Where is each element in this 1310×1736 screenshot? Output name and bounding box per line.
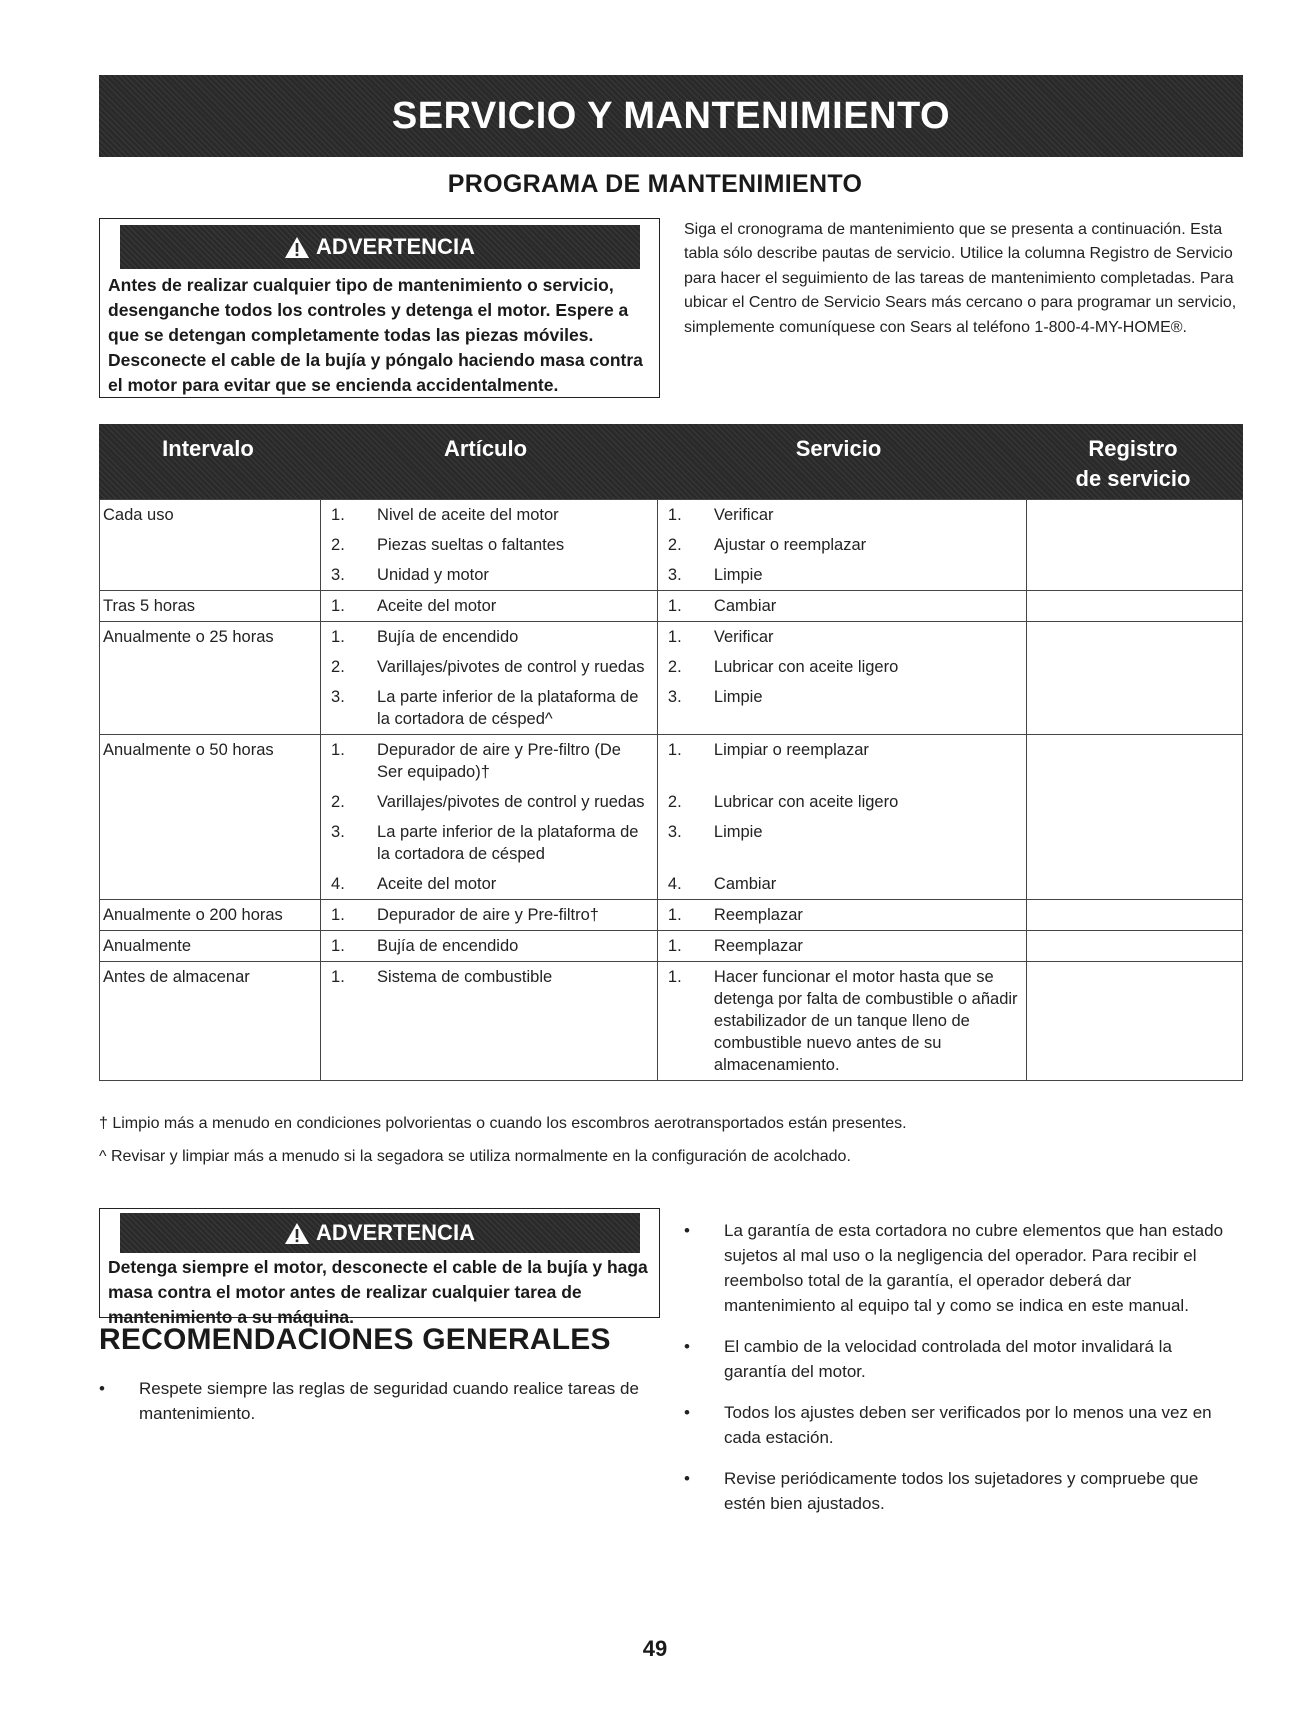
warning-title-1: ADVERTENCIA [316,234,475,259]
registro-cell[interactable] [1026,900,1242,931]
item-number: 1. [331,628,345,646]
item-number: 3. [331,566,345,584]
item-text: La parte inferior de la plataforma de la cortadora de césped [377,823,639,863]
articulo-item [321,787,657,817]
item-text: Lubricar con aceite ligero [713,658,899,676]
item-text: Depurador de aire y Pre-filtro† [377,906,599,924]
articulo-item [321,869,657,899]
warning-triangle-icon [284,1222,310,1245]
recommendations-title: RECOMENDACIONES GENERALES [99,1323,611,1356]
articulo-item [321,682,657,734]
table-row [100,591,1243,622]
col-header-registro: Registro [1088,436,1178,461]
item-number: 1. [667,597,682,615]
item-number: 1. [667,741,682,759]
item-text: Verificar [713,506,774,524]
articulo-item [321,530,657,560]
item-number: 1. [667,506,682,524]
servicio-item [658,560,1026,590]
registro-cell[interactable] [1026,735,1242,900]
servicio-item [658,869,1026,899]
item-number: 3. [667,823,682,841]
table-row [100,900,1243,931]
item-text: Reemplazar [713,906,803,924]
bullet-text: Revise periódicamente todos los sujetadores y compruebe que estén bien ajustados. [724,1469,1199,1513]
servicio-item [658,787,1026,817]
table-row [100,931,1243,962]
articulo-cell [321,962,658,1081]
item-number: 1. [331,741,345,759]
item-text: Reemplazar [713,937,803,955]
articulo-item [321,622,657,652]
registro-cell[interactable] [1026,591,1242,622]
item-number: 1. [667,968,682,986]
servicio-item [658,817,1026,869]
bullet-text: El cambio de la velocidad controlada del motor invalidará la garantía del motor. [724,1337,1172,1381]
item-number: 1. [667,906,682,924]
bullet-text: Todos los ajustes deben ser verificados por lo menos una vez en cada estación. [724,1403,1212,1447]
item-text: Limpie [713,566,763,584]
servicio-cell [657,900,1026,931]
item-text: Aceite del motor [377,875,497,893]
articulo-item [321,591,657,621]
item-text: Cambiar [713,597,777,615]
page-subtitle: PROGRAMA DE MANTENIMIENTO [447,170,863,198]
articulo-item [321,817,657,869]
servicio-item [658,931,1026,961]
servicio-item [658,735,1026,787]
list-item [684,1466,1224,1516]
interval-cell: Anualmente o 25 horas [100,622,321,735]
warning-header-1 [120,225,640,269]
banner-title: SERVICIO Y MANTENIMIENTO [391,94,951,137]
servicio-item [658,500,1026,530]
left-bullet-list [99,1376,639,1426]
item-number: 1. [331,968,345,986]
right-bullet-list [684,1218,1224,1516]
bullet-dot: • [684,1469,690,1488]
articulo-cell [321,931,658,962]
articulo-item [321,735,657,787]
item-text: Limpie [713,688,763,706]
list-item [684,1400,1224,1450]
item-number: 2. [331,793,345,811]
registro-cell[interactable] [1026,500,1242,591]
item-number: 1. [331,597,345,615]
item-text: Limpie [713,823,763,841]
articulo-item [321,900,657,930]
articulo-item [321,931,657,961]
item-number: 1. [331,506,345,524]
servicio-item [658,900,1026,930]
item-text: Nivel de aceite del motor [377,506,559,524]
page-number: 49 [642,1636,668,1661]
item-text: Depurador de aire y Pre-filtro (De Ser equipado)† [377,741,621,781]
warning-text-1: Antes de realizar cualquier tipo de mantenimiento o servicio, desenganche todos los controles y detenga el motor. Espere a que se detengan completamente todas las piezas móviles. Desconecte el cable de la bujía y póngalo haciendo masa contra el motor para evitar que se encienda accidentalmente. [108,275,643,395]
item-number: 4. [667,875,682,893]
registro-cell[interactable] [1026,962,1242,1081]
item-text: Bujía de encendido [377,628,519,646]
bullet-dot: • [99,1379,105,1398]
item-text: Verificar [713,628,774,646]
item-number: 3. [667,688,682,706]
articulo-cell [321,591,658,622]
item-number: 4. [331,875,345,893]
warning-title-2: ADVERTENCIA [316,1220,475,1245]
list-item [99,1376,639,1426]
item-number: 2. [331,658,345,676]
interval-cell: Cada uso [100,500,321,591]
intro-paragraph: Siga el cronograma de mantenimiento que se presenta a continuación. Esta tabla sólo describe pautas de servicio. Utilice la columna Registro de Servicio para hacer el seguimiento de las tareas de mantenimiento completadas. Para ubicar el Centro de Servicio Sears más cercano o para programar un servicio, simplemente comuníquese con Sears al teléfono 1-800-4-MY-HOME®. [684,221,1237,336]
item-text: Hacer funcionar el motor hasta que se detenga por falta de combustible o añadir estabilizador de un tanque lleno de combustible nuevo antes de su almacenamiento. [713,968,1018,1074]
articulo-item [321,560,657,590]
item-number: 1. [331,937,345,955]
interval-cell: Antes de almacenar [100,962,321,1081]
registro-cell[interactable] [1026,622,1242,735]
item-text: La parte inferior de la plataforma de la cortadora de césped^ [377,688,639,728]
maintenance-schedule-table [99,499,1243,1081]
registro-cell[interactable] [1026,931,1242,962]
warning-triangle-icon [284,236,310,259]
item-text: Varillajes/pivotes de control y ruedas [377,658,645,676]
servicio-cell [657,735,1026,900]
item-text: Bujía de encendido [377,937,519,955]
footnote-caret: ^ Revisar y limpiar más a menudo si la segadora se utiliza normalmente en la configuración de acolchado. [99,1148,851,1165]
servicio-cell [657,931,1026,962]
col-header-servicio: Servicio [795,436,882,461]
servicio-item [658,962,1026,1080]
table-row [100,500,1243,591]
interval-cell: Anualmente o 50 horas [100,735,321,900]
interval-cell: Tras 5 horas [100,591,321,622]
item-number: 1. [331,906,345,924]
item-text: Cambiar [713,875,777,893]
servicio-item [658,591,1026,621]
warning-header-2 [120,1213,640,1253]
warning-box-1 [99,218,660,398]
schedule-table-header [99,424,1243,499]
col-header-registro-2: de servicio [1075,466,1191,491]
articulo-item [321,500,657,530]
list-item [684,1334,1224,1384]
interval-cell: Anualmente [100,931,321,962]
servicio-item [658,530,1026,560]
item-number: 2. [667,536,682,554]
servicio-cell [657,500,1026,591]
item-text: Lubricar con aceite ligero [713,793,899,811]
articulo-item [321,652,657,682]
warning-box-2 [99,1208,660,1327]
servicio-item [658,622,1026,652]
bullet-dot: • [684,1337,690,1356]
warning-text-2: Detenga siempre el motor, desconecte el cable de la bujía y haga masa contra el motor antes de realizar cualquier tarea de mantenimiento a su máquina. [108,1257,648,1327]
item-text: Unidad y motor [377,566,489,584]
item-number: 2. [331,536,345,554]
col-header-articulo: Artículo [443,436,528,461]
table-row [100,962,1243,1081]
item-text: Varillajes/pivotes de control y ruedas [377,793,645,811]
section-banner [99,75,1243,157]
item-text: Limpiar o reemplazar [713,741,869,759]
list-item [684,1218,1224,1318]
col-header-intervalo: Intervalo [162,436,254,461]
item-number: 2. [667,658,682,676]
item-text: Sistema de combustible [377,968,553,986]
servicio-cell [657,962,1026,1081]
servicio-item [658,652,1026,682]
interval-cell: Anualmente o 200 horas [100,900,321,931]
servicio-item [658,682,1026,734]
item-text: Aceite del motor [377,597,497,615]
bullet-dot: • [684,1403,690,1422]
articulo-cell [321,622,658,735]
item-number: 3. [331,823,345,841]
item-number: 2. [667,793,682,811]
servicio-cell [657,591,1026,622]
item-number: 1. [667,628,682,646]
item-number: 3. [331,688,345,706]
bullet-text: La garantía de esta cortadora no cubre elementos que han estado sujetos al mal uso o la negligencia del operador. Para recibir el reembolso total de la garantía, el operador deberá dar mantenimiento al equipo tal y como se indica en este manual. [724,1221,1224,1315]
item-text: Ajustar o reemplazar [713,536,867,554]
bullet-dot: • [684,1221,690,1240]
articulo-item [321,962,657,1080]
footnote-dagger: † Limpio más a menudo en condiciones polvorientas o cuando los escombros aerotransportados están presentes. [99,1115,907,1132]
articulo-cell [321,735,658,900]
item-number: 3. [667,566,682,584]
item-text: Piezas sueltas o faltantes [377,536,565,554]
item-number: 1. [667,937,682,955]
articulo-cell [321,500,658,591]
table-row [100,622,1243,735]
bullet-text: Respete siempre las reglas de seguridad cuando realice tareas de mantenimiento. [139,1379,639,1423]
articulo-cell [321,900,658,931]
servicio-cell [657,622,1026,735]
table-row [100,735,1243,900]
